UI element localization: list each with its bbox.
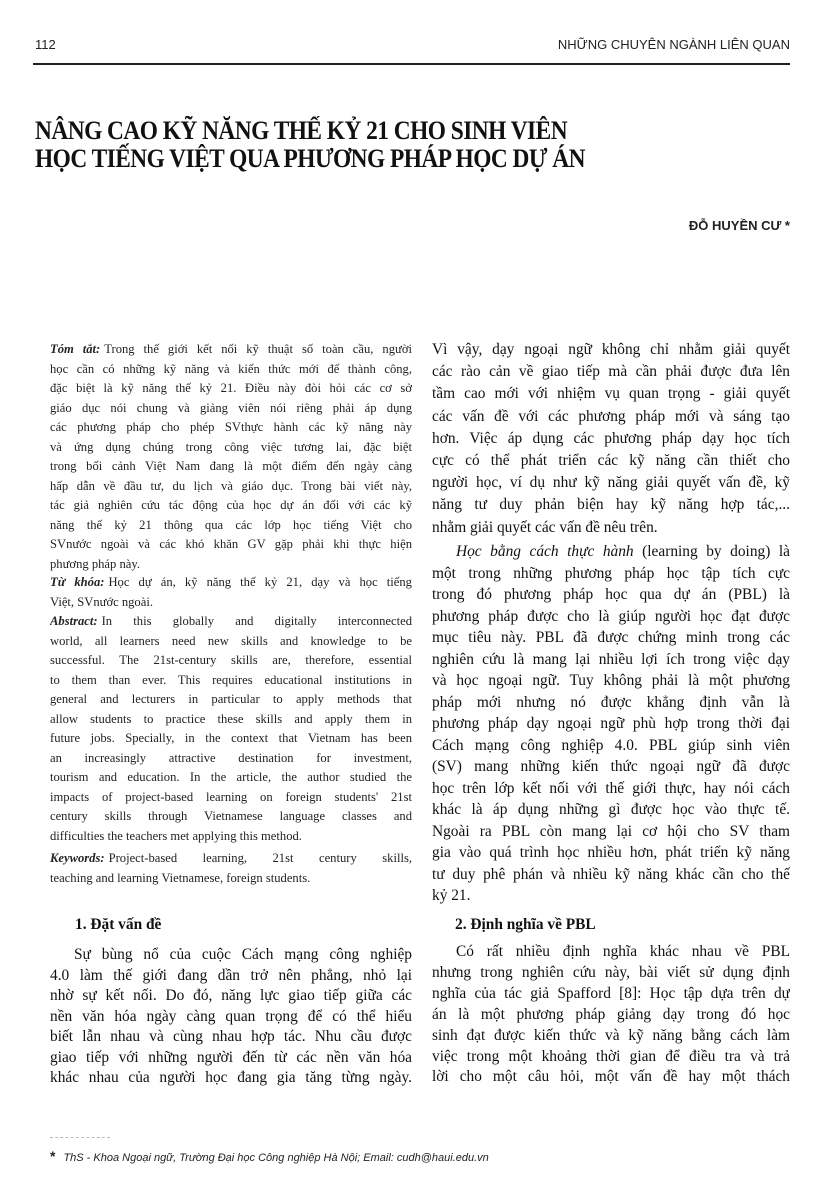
line-text: general and lecturers in particular to apply methods that [50, 692, 412, 706]
text-line [432, 606, 790, 628]
text-line [50, 516, 412, 536]
line-text: 4.0 làm thế giới đang dần trở nên phẳng, nhỏ lại [50, 966, 412, 984]
text-line [50, 1007, 412, 1028]
text-line [50, 340, 412, 360]
paragraph-label: Tóm tắt: [50, 342, 101, 356]
section-2-heading: 2. Định nghĩa về PBL [455, 916, 596, 933]
line-text: các rào cản về giao tiếp mà cần phải được đưa lên [432, 363, 790, 381]
line-text: (learning by doing) là [633, 543, 790, 560]
header-rule [33, 63, 790, 65]
line-text: nhằm giải quyết các vấn đề nêu trên. [432, 518, 658, 536]
text-line [50, 651, 412, 671]
text-line [50, 496, 412, 516]
text-line [50, 573, 412, 593]
abstract-english [50, 612, 412, 846]
line-text: nền văn hóa ngày càng quan trọng để có thể hiểu [50, 1007, 412, 1025]
line-text: (SV) mang những kiến thức ngoại ngữ đã được [432, 758, 790, 775]
text-line [432, 361, 790, 383]
text-line [432, 799, 790, 821]
text-line [432, 1047, 790, 1068]
section-1-heading: 1. Đặt vấn đề [75, 916, 162, 933]
line-text: Trong thế giới kết nối kỹ thuật số toàn cầu, người [104, 342, 412, 356]
line-text: việc trong một khoảng thời gian để điều tra và trả [432, 1047, 790, 1065]
line-text: In this globally and digitally interconnected [101, 614, 412, 628]
text-line [50, 671, 412, 691]
line-text: nghĩa của tác giả Spafford [8]: Học tập dựa trên dự [432, 984, 790, 1002]
line-text: Sự bùng nổ của cuộc Cách mạng công nghiệp [74, 946, 412, 963]
author: ĐỖ HUYỀN CƯ * [688, 218, 790, 233]
text-line [50, 849, 412, 869]
text-line [432, 1026, 790, 1047]
line-text: hấp dẫn về đầu tư, du lịch và giáo dục. Trong bài viết này, [50, 478, 412, 493]
line-text: phương pháp này. [50, 556, 140, 571]
text-line [50, 477, 412, 497]
line-text: một trong những phương pháp học tập tích cực [432, 564, 790, 582]
line-text: Project-based learning, 21st century skills, [108, 851, 412, 865]
line-text: tác giả nghiên cứu tác động của học dự án đối với các kỹ [50, 498, 412, 512]
text-line [432, 428, 790, 450]
line-text: năng thế kỷ 21 thông qua các lớp học tiếng Việt cho [50, 517, 412, 532]
line-text: đặc biệt là kỹ năng thế kỷ 21. Điều này đòi hỏi các cơ sở [50, 381, 412, 395]
line-text: Ngoài ra PBL còn mang lại cơ hội cho SV tham [432, 822, 790, 840]
footnote-marker: * [50, 1148, 56, 1164]
text-line [432, 1067, 790, 1088]
line-text: teaching and learning Vietnamese, foreign students. [50, 870, 311, 885]
line-text: khác nhau của người học đang gia tăng từng ngày. [50, 1069, 412, 1086]
line-text: Vì vậy, dạy ngoại ngữ không chỉ nhằm giải quyết [432, 341, 790, 358]
line-text: người học, ví dụ như kỹ năng giải quyết vấn đề, kỹ [432, 474, 790, 492]
line-text: allow students to practice these skills and apply them in [50, 711, 412, 726]
text-line [432, 406, 790, 428]
footnote [50, 1148, 489, 1164]
line-text: difficulties the teachers met applying this method. [50, 828, 302, 843]
line-text: an increasingly attractive destination for investment, [50, 750, 412, 765]
line-text: phương pháp được cho là giúp người học đạt được [432, 607, 790, 625]
text-line [432, 963, 790, 984]
line-text: học cần có những kỹ năng và kiến thức mới để thành công, [50, 361, 412, 376]
text-line [432, 339, 790, 361]
text-line [50, 418, 412, 438]
text-line [432, 1005, 790, 1026]
line-text: hơn. Việc áp dụng các phương pháp dạy học tích [432, 429, 790, 447]
text-line [50, 827, 412, 847]
line-text: kỷ 21. [432, 887, 471, 904]
line-text: các vấn đề với các phương pháp mới và sáng tạo [432, 407, 790, 425]
text-line [50, 555, 412, 575]
line-text: tư duy phê phán và nhiều kỹ năng khác cần cho thế [432, 865, 790, 883]
text-line [432, 450, 790, 472]
line-text: gia vào quá trình học nhiều hơn, phát triển kỹ năng [432, 844, 790, 861]
text-line [50, 632, 412, 652]
paragraph-label: Học bằng cách thực hành [456, 543, 634, 560]
line-text: impacts of project-based learning on foreign students' 21st [50, 789, 412, 804]
text-line [50, 729, 412, 749]
text-line [432, 821, 790, 843]
line-text: tầm cao mới với nhiệm vụ quan trọng - giải quyết [432, 385, 790, 403]
line-text: giao tiếp với những người đến từ các nền văn hóa [50, 1048, 412, 1066]
text-line [432, 541, 790, 563]
line-text: trong đó phương pháp học qua dự án (PBL) là [432, 586, 790, 603]
line-text: Việt, SVnước ngoài. [50, 594, 153, 609]
line-text: khác là áp dụng những gì được học vào thực tế. [432, 801, 790, 818]
line-text: successful. The 21st-century skills are, therefore, essential [50, 653, 412, 667]
right-paragraph-1 [432, 339, 790, 539]
abstract-vietnamese [50, 340, 412, 574]
text-line [50, 986, 412, 1007]
text-line [50, 710, 412, 730]
text-line [50, 457, 412, 477]
paragraph-label: Abstract: [50, 614, 98, 628]
line-text: future jobs. Specially, in the context that Vietnam has been [50, 731, 412, 745]
text-line [432, 627, 790, 649]
text-line [432, 984, 790, 1005]
line-text: án là một phương pháp giảng dạy trong đó học [432, 1005, 790, 1023]
right-paragraph-2 [432, 541, 790, 907]
text-line [432, 383, 790, 405]
line-text: Có rất nhiều định nghĩa khác nhau về PBL [456, 943, 790, 960]
text-line [50, 768, 412, 788]
line-text: giáo dục nói chung và giảng viên nói riêng phải áp dụng [50, 400, 412, 415]
text-line [432, 563, 790, 585]
text-line [432, 864, 790, 886]
text-line [432, 885, 790, 907]
line-text: Học dự án, kỹ năng thế kỷ 21, dạy và học tiếng [108, 575, 412, 589]
text-line [50, 593, 412, 613]
text-line [432, 842, 790, 864]
line-text: trong bối cảnh Việt Nam đang là một điểm đến ngày càng [50, 459, 412, 473]
line-text: pháp mới nhưng nó được khẳng định vẫn là [432, 693, 790, 711]
text-line [50, 612, 412, 632]
line-text: mục tiêu này. PBL đã được chứng minh trong các [432, 629, 790, 646]
section-2-body [432, 942, 790, 1088]
line-text: phương pháp dạy ngoại ngữ phù hợp trong thời đại [432, 715, 790, 732]
text-line [432, 472, 790, 494]
line-text: tourism and education. In the article, the author studied the [50, 770, 412, 784]
text-line [432, 670, 790, 692]
text-line [50, 749, 412, 769]
line-text: và ứng dụng chúng trong công việc tương lai, đặc biệt [50, 439, 412, 454]
text-line [432, 692, 790, 714]
text-line [432, 584, 790, 606]
page-number: 112 [35, 37, 56, 52]
footnote-rule [50, 1137, 110, 1138]
text-line [50, 535, 412, 555]
line-text: học trên lớp kết nối với thế giới thực, hay nói cách [432, 779, 790, 797]
text-line [432, 517, 790, 539]
paragraph-label: Keywords: [50, 851, 105, 865]
line-text: lời cho một câu hỏi, một vấn đề hay một thách [432, 1068, 790, 1086]
paragraph-label: Từ khóa: [50, 575, 105, 589]
text-line [50, 966, 412, 987]
line-text: cực có thể phát triển các kỹ năng cần thiết cho [432, 452, 790, 470]
text-line [50, 945, 412, 966]
text-line [50, 399, 412, 419]
title-line-1: NÂNG CAO KỸ NĂNG THẾ KỶ 21 CHO SINH VIÊN [35, 116, 568, 145]
line-text: năng tư duy phản biện hay kỹ năng hợp tác,... [432, 496, 790, 514]
text-line [432, 778, 790, 800]
running-header: NHỮNG CHUYÊN NGÀNH LIÊN QUAN [557, 37, 790, 52]
line-text: to them than ever. This requires educational institutions in [50, 672, 412, 687]
text-line [432, 735, 790, 757]
line-text: Cách mạng công nghiệp 4.0. PBL giúp sinh viên [432, 736, 790, 754]
line-text: và học ngoại ngữ. Tuy không phải là một phương [432, 672, 790, 689]
title-line-2: HỌC TIẾNG VIỆT QUA PHƯƠNG PHÁP HỌC DỰ ÁN [35, 144, 586, 173]
text-line [50, 379, 412, 399]
article-title [35, 117, 585, 173]
text-line [50, 788, 412, 808]
text-line [432, 713, 790, 735]
footnote-text: ThS - Khoa Ngoại ngữ, Trường Đại học Công nghiệp Hà Nội; Email: cudh@haui.edu.vn [63, 1152, 489, 1164]
keywords-vietnamese [50, 573, 412, 612]
text-line [50, 690, 412, 710]
text-line [50, 360, 412, 380]
text-line [50, 438, 412, 458]
line-text: nhờ sự kết nối. Do đó, năng lực giao tiếp giữa các [50, 987, 412, 1004]
line-text: các phương pháp cho phép SVthực hành các kỹ năng này [50, 420, 412, 434]
keywords-english [50, 849, 412, 889]
text-line [432, 494, 790, 516]
section-1-body [50, 945, 412, 1089]
line-text: sinh đạt được kiến thức và kỹ năng bằng cách làm [432, 1026, 790, 1044]
text-line [432, 756, 790, 778]
text-line [432, 942, 790, 963]
text-line [50, 1027, 412, 1048]
line-text: century skills through Vietnamese language classes and [50, 809, 412, 823]
line-text: nghiên cứu là mang lại nhiều lợi ích trong việc dạy [432, 650, 790, 668]
text-line [50, 869, 412, 889]
text-line [50, 1048, 412, 1069]
line-text: biết lẫn nhau và cùng nhau hợp tác. Nhu cầu được [50, 1028, 412, 1045]
text-line [50, 807, 412, 827]
line-text: nhưng trong nghiên cứu này, bài viết sử dụng định [432, 963, 790, 981]
text-line [432, 649, 790, 671]
line-text: world, all learners need new skills and knowledge to be [50, 633, 412, 648]
text-line [50, 1068, 412, 1089]
line-text: SVnước ngoài và các khó khăn GV gặp phải khi thực hiện [50, 537, 412, 551]
